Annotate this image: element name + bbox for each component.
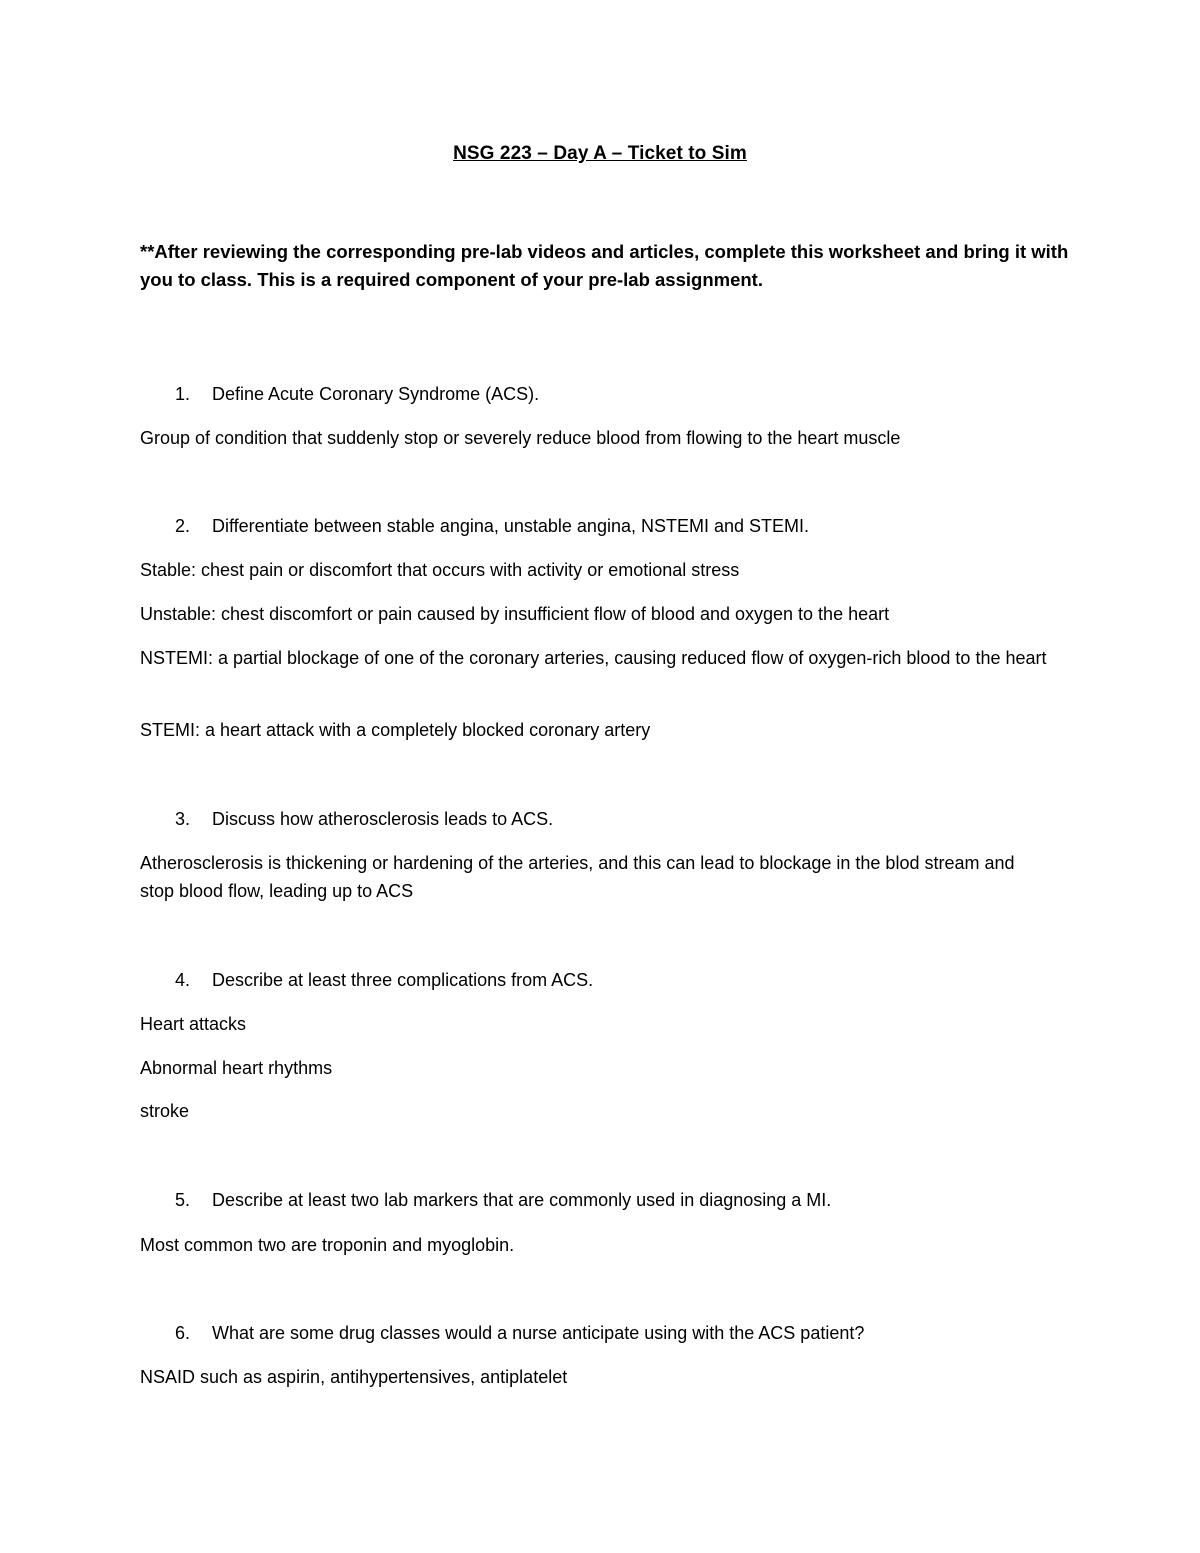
answer-2-3: NSTEMI: a partial blockage of one of the coronary arteries, causing reduced flow of oxygen-rich blood to the heart — [140, 648, 1047, 668]
question-text: Differentiate between stable angina, unstable angina, NSTEMI and STEMI. — [212, 516, 810, 536]
question-text: Define Acute Coronary Syndrome (ACS). — [212, 384, 540, 404]
answer-2-1: Stable: chest pain or discomfort that occurs with activity or emotional stress — [140, 560, 740, 580]
question-number: 6. — [175, 1323, 191, 1343]
question-6 — [175, 1319, 864, 1347]
question-1 — [175, 380, 539, 408]
answer-2-2: Unstable: chest discomfort or pain caused by insufficient flow of blood and oxygen to the heart — [140, 604, 890, 624]
question-number: 2. — [175, 516, 191, 536]
question-number: 3. — [175, 809, 191, 829]
answer-4-3: stroke — [140, 1101, 190, 1121]
answer-3-1: Atherosclerosis is thickening or hardening of the arteries, and this can lead to blockage in the blod stream and stop blood flow, leading up to ACS — [140, 853, 1015, 901]
answer-1-1: Group of condition that suddenly stop or severely reduce blood from flowing to the heart muscle — [140, 428, 901, 448]
question-number: 1. — [175, 384, 191, 404]
answer-6-1: NSAID such as aspirin, antihypertensives, antiplatelet — [140, 1367, 568, 1387]
question-text: Describe at least two lab markers that are commonly used in diagnosing a MI. — [212, 1190, 832, 1210]
answer-4-2: Abnormal heart rhythms — [140, 1058, 333, 1078]
question-number: 5. — [175, 1190, 191, 1210]
question-text: What are some drug classes would a nurse anticipate using with the ACS patient? — [212, 1323, 865, 1343]
question-5 — [175, 1186, 831, 1214]
question-4 — [175, 966, 593, 994]
question-2 — [175, 512, 809, 540]
instructions-text: **After reviewing the corresponding pre-lab videos and articles, complete this worksheet and bring it with you to class. This is a required component of your pre-lab assignment. — [140, 241, 1069, 290]
question-3 — [175, 805, 553, 833]
question-number: 4. — [175, 970, 191, 990]
question-text: Discuss how atherosclerosis leads to ACS. — [212, 809, 554, 829]
answer-5-1: Most common two are troponin and myoglobin. — [140, 1235, 515, 1255]
answer-4-1: Heart attacks — [140, 1014, 247, 1034]
answer-2-4: STEMI: a heart attack with a completely blocked coronary artery — [140, 720, 651, 740]
question-text: Describe at least three complications from ACS. — [212, 970, 594, 990]
document-title: NSG 223 – Day A – Ticket to Sim — [453, 143, 747, 164]
